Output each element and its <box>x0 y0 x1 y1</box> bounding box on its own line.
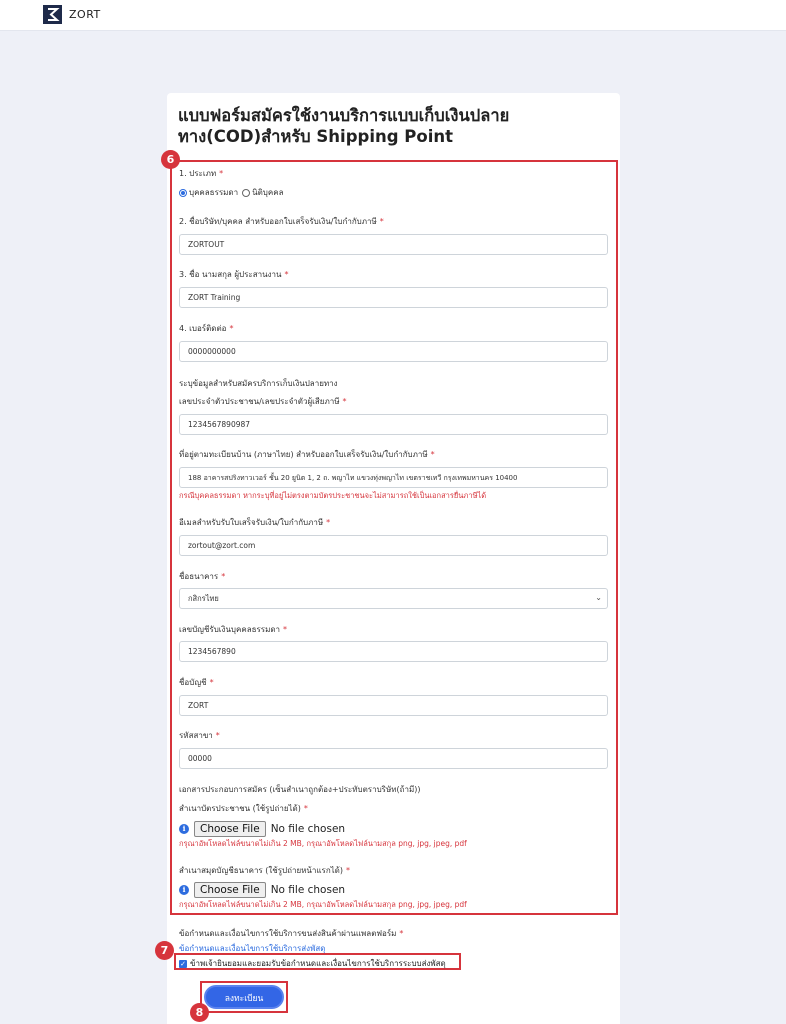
bookbank-copy-upload <box>179 882 345 898</box>
type-label: 1. ประเภท * <box>179 169 224 178</box>
branch-code-input[interactable]: 00000 <box>179 748 608 769</box>
register-button[interactable]: ลงทะเบียน <box>204 985 284 1009</box>
account-name-label: ชื่อบัญชี * <box>179 678 214 687</box>
annotation-badge-6: 6 <box>161 150 180 169</box>
bookbank-copy-file-status: No file chosen <box>270 884 346 896</box>
terms-link[interactable]: ข้อกำหนดและเงื่อนไขการใช้บริการส่งพัสดุ <box>179 944 326 953</box>
company-name-label: 2. ชื่อบริษัท/บุคคล สำหรับออกใบเสร็จรับเงิน/ใบกำกับภาษี * <box>179 217 384 226</box>
brand-name: ZORT <box>69 8 101 21</box>
account-name-input[interactable]: ZORT <box>179 695 608 716</box>
id-copy-file-status: No file chosen <box>270 823 346 835</box>
annotation-badge-8: 8 <box>190 1003 209 1022</box>
email-input[interactable]: zortout@zort.com <box>179 535 608 556</box>
tax-id-label: เลขประจำตัวประชาชน/เลขประจำตัวผู้เสียภาษี * <box>179 397 347 406</box>
contact-name-input[interactable]: ZORT Training <box>179 287 608 308</box>
radio-individual[interactable] <box>179 189 187 197</box>
terms-label: ข้อกำหนดและเงื่อนไขการใช้บริการขนส่งสินค้าผ่านแพลตฟอร์ม * <box>179 929 404 938</box>
id-copy-upload <box>179 821 345 837</box>
docs-title: เอกสารประกอบการสมัคร (เซ็นสำเนาถูกต้อง+ประทับตราบริษัท(ถ้ามี)) <box>179 785 421 794</box>
address-hint: กรณีบุคคลธรรมดา หากระบุที่อยู่ไม่ตรงตามบัตรประชาชนจะไม่สามารถใช้เป็นเอกสารยื่นภาษีได้ <box>179 491 487 500</box>
phone-label: 4. เบอร์ติดต่อ * <box>179 324 234 333</box>
branch-code-label: รหัสสาขา * <box>179 731 220 740</box>
cod-section-title: ระบุข้อมูลสำหรับสมัครบริการเก็บเงินปลายทาง <box>179 379 338 388</box>
chevron-down-icon: ⌄ <box>595 593 602 602</box>
company-name-input[interactable]: ZORTOUT <box>179 234 608 255</box>
type-radio-group <box>179 186 283 199</box>
address-label: ที่อยู่ตามทะเบียนบ้าน (ภาษาไทย) สำหรับออกใบเสร็จรับเงิน/ใบกำกับภาษี * <box>179 450 435 459</box>
id-copy-label: สำเนาบัตรประชาชน (ใช้รูปถ่ายได้) * <box>179 804 308 813</box>
address-input[interactable]: 188 อาคารสปริงทาวเวอร์ ชั้น 20 ยูนิต 1, 2 ถ. พญาไท แขวงทุ่งพญาไท เขตราชเทวี กรุงเทพมหานคร 10400 <box>179 467 608 488</box>
info-icon: i <box>179 824 189 834</box>
bookbank-copy-label: สำเนาสมุดบัญชีธนาคาร (ใช้รูปถ่ายหน้าแรกได้) * <box>179 866 350 875</box>
terms-checkbox-label: ข้าพเจ้ายินยอมและยอมรับข้อกำหนดและเงื่อนไขการใช้บริการระบบส่งพัสดุ <box>190 959 446 968</box>
page-title: แบบฟอร์มสมัครใช้งานบริการแบบเก็บเงินปลายทาง(COD)สำหรับ Shipping Point <box>178 106 510 146</box>
phone-input[interactable]: 0000000000 <box>179 341 608 362</box>
bank-select[interactable] <box>179 588 608 609</box>
top-bar <box>0 0 786 31</box>
bank-label: ชื่อธนาคาร * <box>179 572 226 581</box>
bookbank-copy-choose-file-button[interactable]: Choose File <box>194 882 266 898</box>
radio-individual-label: บุคคลธรรมดา <box>189 188 239 197</box>
account-no-label: เลขบัญชีรับเงินบุคคลธรรมดา * <box>179 625 288 634</box>
radio-juristic[interactable] <box>242 189 250 197</box>
annotation-badge-7: 7 <box>155 941 174 960</box>
contact-name-label: 3. ชื่อ นามสกุล ผู้ประสานงาน * <box>179 270 289 279</box>
terms-checkbox[interactable]: ✓ <box>180 959 186 968</box>
zort-logo-icon[interactable] <box>43 5 62 24</box>
terms-checkbox-row <box>179 957 446 970</box>
id-copy-hint: กรุณาอัพโหลดไฟล์ขนาดไม่เกิน 2 MB, กรุณาอัพโหลดไฟล์นามสกุล png, jpg, jpeg, pdf <box>179 839 467 848</box>
tax-id-input[interactable]: 1234567890987 <box>179 414 608 435</box>
email-label: อีเมลสำหรับรับใบเสร็จรับเงิน/ใบกำกับภาษี * <box>179 518 331 527</box>
radio-juristic-label: นิติบุคคล <box>252 188 284 197</box>
id-copy-choose-file-button[interactable]: Choose File <box>194 821 266 837</box>
bookbank-copy-hint: กรุณาอัพโหลดไฟล์ขนาดไม่เกิน 2 MB, กรุณาอัพโหลดไฟล์นามสกุล png, jpg, jpeg, pdf <box>179 900 467 909</box>
info-icon: i <box>179 885 189 895</box>
bank-select-value: กสิกรไทย <box>188 594 219 603</box>
account-no-input[interactable]: 1234567890 <box>179 641 608 662</box>
